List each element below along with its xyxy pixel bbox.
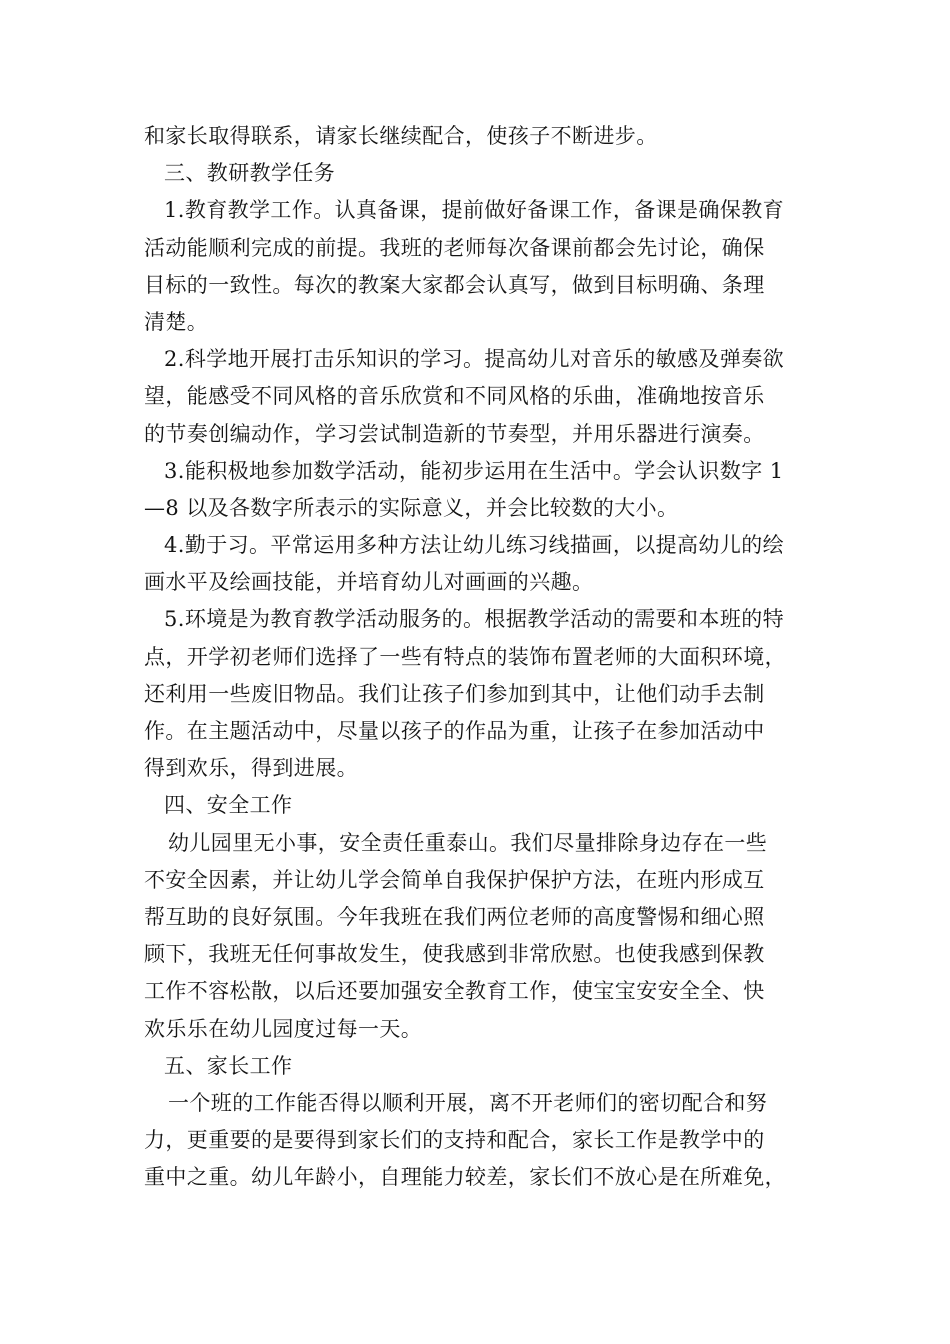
paragraph-start: 1.教育教学工作。认真备课，提前做好备课工作，备课是确保教育 [164,198,785,223]
section-heading: 三、教研教学任务 [164,161,336,186]
text-line: 和家长取得联系，请家长继续配合，使孩子不断进步。 [144,124,658,148]
text-line: 作。在主题活动中，尽量以孩子的作品为重，让孩子在参加活动中 [144,719,765,743]
section-heading: 四、安全工作 [164,793,293,818]
text-line: 重中之重。幼儿年龄小，自理能力较差，家长们不放心是在所难免， [144,1165,786,1190]
text-line: 活动能顺利完成的前提。我班的老师每次备课前都会先讨论，确保 [144,235,765,260]
text-line: 的节奏创编动作，学习尝试制造新的节奏型，并用乐器进行演奏。 [144,421,765,446]
text-line: 顾下，我班无任何事故发生，使我感到非常欣慰。也使我感到保教 [144,942,765,967]
text-line: —8 以及各数字所表示的实际意义，并会比较数的大小。 [144,495,679,520]
text-line: 画水平及绘画技能，并培育幼儿对画画的兴趣。 [144,570,594,595]
document-body [144,118,824,1196]
text-line: 还利用一些废旧物品。我们让孩子们参加到其中，让他们动手去制 [144,681,765,706]
text-line: 帮互助的良好氛围。今年我班在我们两位老师的高度警惕和细心照 [144,904,765,929]
text-line: 目标的一致性。每次的教案大家都会认真写，做到目标明确、条理 [144,272,765,297]
text-line: 得到欢乐，得到进展。 [144,756,358,781]
text-line: 欢乐乐在幼儿园度过每一天。 [144,1016,423,1041]
text-line: 力，更重要的是要得到家长们的支持和配合，家长工作是教学中的 [144,1128,765,1153]
paragraph-start: 3.能积极地参加数学活动，能初步运用在生活中。学会认识数字 1 [164,458,784,483]
paragraph-start: 4.勤于习。平常运用多种方法让幼儿练习线描画，以提高幼儿的绘 [164,533,785,558]
section-heading: 五、家长工作 [164,1053,293,1078]
paragraph-start: 2.科学地开展打击乐知识的学习。提高幼儿对音乐的敏感及弹奏欲 [164,347,785,372]
text-line: 望，能感受不同风格的音乐欣赏和不同风格的乐曲，准确地按音乐 [144,384,765,409]
text-line: 工作不容松散，以后还要加强安全教育工作，使宝宝安安全全、快 [144,979,765,1004]
text-line: 点，开学初老师们选择了一些有特点的装饰布置老师的大面积环境， [144,644,786,669]
paragraph-start: 幼儿园里无小事，安全责任重泰山。我们尽量排除身边存在一些 [168,830,768,855]
paragraph-start: 5.环境是为教育教学活动服务的。根据教学活动的需要和本班的特 [164,607,785,632]
text-line: 不安全因素，并让幼儿学会简单自我保护保护方法，在班内形成互 [144,867,765,892]
text-line: 清楚。 [144,309,209,334]
paragraph-start: 一个班的工作能否得以顺利开展，离不开老师们的密切配合和努 [168,1090,768,1115]
